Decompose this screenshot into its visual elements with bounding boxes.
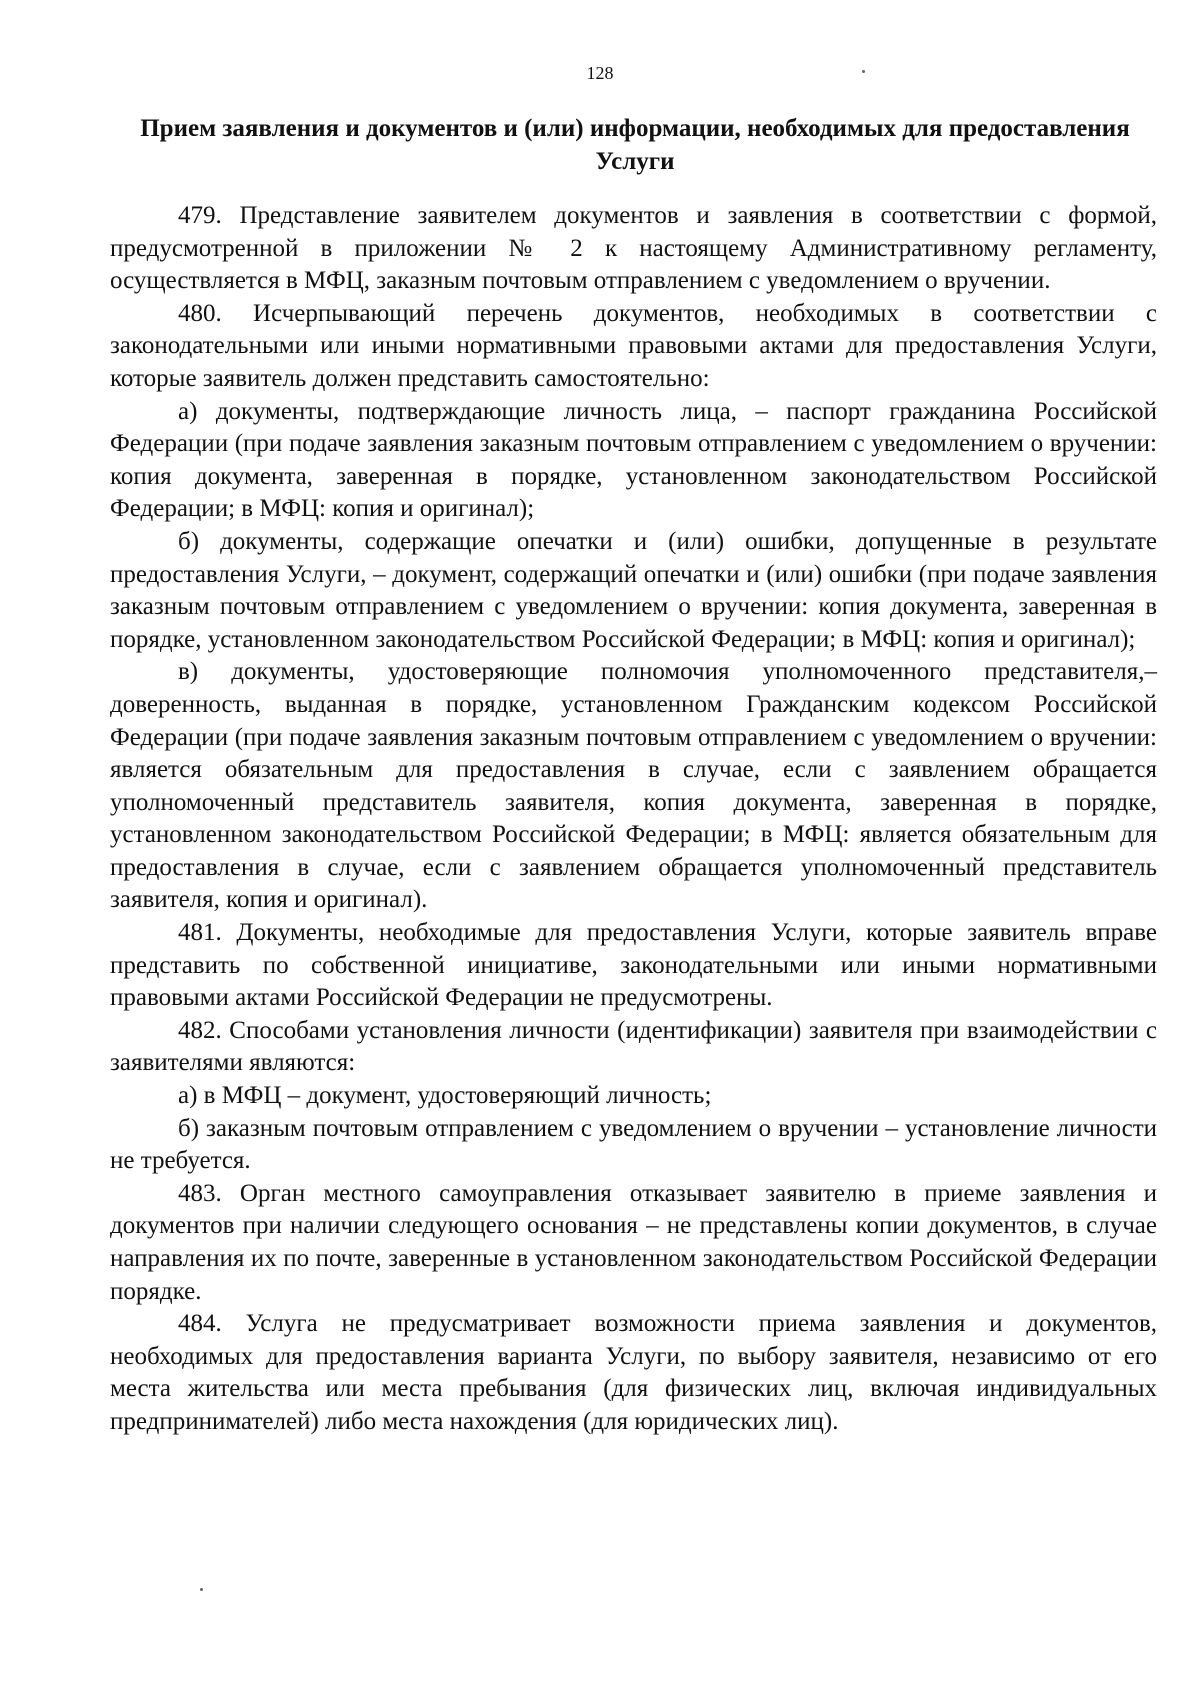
list-item-480-v: в) документы, удостоверяющие полномочия уполномоченного представителя,– доверенность, выданная в порядке, установленном Гражданским кодексом Российской Федерации (при подаче заявления заказным почтовым отправлением с уведомлением о вручении: является обязательным для предоставления в случае, если с заявлением обращается уполномоченный представитель заявителя, копия документа, заверенная в порядке, установленном законодательством Российской Федерации; в МФЦ: является обязательным для предоставления в случае, если с заявлением обращается уполномоченный представитель заявителя, копия и оригинал).: [110, 658, 1157, 914]
page-number: 128: [586, 63, 614, 83]
list-item-480-b: б) документы, содержащие опечатки и (или) ошибки, допущенные в результате предоставления Услуги, – документ, содержащий опечатки и (или) ошибки (при подаче заявления заказным почтовым отправлением с уведомлением о вручении: копия документа, заверенная в порядке, установленном законодательством Российской Федерации; в МФЦ: копия и оригинал);: [110, 527, 1157, 653]
scan-speck: [862, 70, 865, 73]
paragraph-483: 483. Орган местного самоуправления отказывает заявителю в приеме заявления и документов при наличии следующего основания – не представлены копии документов, в случае направления их по почте, заверенные в установленном законодательством Российской Федерации порядке.: [110, 1179, 1157, 1305]
section-heading: Прием заявления и документов и (или) информации, необходимых для предоставления Услуги: [140, 115, 1130, 175]
list-item-482-b: б) заказным почтовым отправлением с уведомлением о вручении – установление личности не требуется.: [110, 1114, 1157, 1175]
document-body: [110, 200, 1157, 1439]
paragraph-479: 479. Представление заявителем документов и заявления в соответствии с формой, предусмотренной в приложении № 2 к настоящему Административному регламенту, осуществляется в МФЦ, заказным почтовым отправлением с уведомлением о вручении.: [110, 202, 1157, 295]
paragraph-484: 484. Услуга не предусматривает возможности приема заявления и документов, необходимых для предоставления варианта Услуги, по выбору заявителя, независимо от его места жительства или места пребывания (для физических лиц, включая индивидуальных предпринимателей) либо места нахождения (для юридических лиц).: [110, 1310, 1157, 1435]
paragraph-482: 482. Способами установления личности (идентификации) заявителя при взаимодействии с заявителями являются:: [110, 1016, 1157, 1077]
scan-speck: [200, 1588, 203, 1591]
list-item-480-a: а) документы, подтверждающие личность лица, – паспорт гражданина Российской Федерации (при подаче заявления заказным почтовым отправлением с уведомлением о вручении: копия документа, заверенная в порядке, установленном законодательством Российской Федерации; в МФЦ: копия и оригинал);: [110, 397, 1157, 523]
paragraph-481: 481. Документы, необходимые для предоставления Услуги, которые заявитель вправе представить по собственной инициативе, законодательными или иными нормативными правовыми актами Российской Федерации не предусмотрены.: [110, 919, 1157, 1012]
paragraph-480: 480. Исчерпывающий перечень документов, необходимых в соответствии с законодательными или иными нормативными правовыми актами для предоставления Услуги, которые заявитель должен представить самостоятельно:: [110, 299, 1157, 392]
list-item-482-a: а) в МФЦ – документ, удостоверяющий личность;: [178, 1082, 712, 1110]
